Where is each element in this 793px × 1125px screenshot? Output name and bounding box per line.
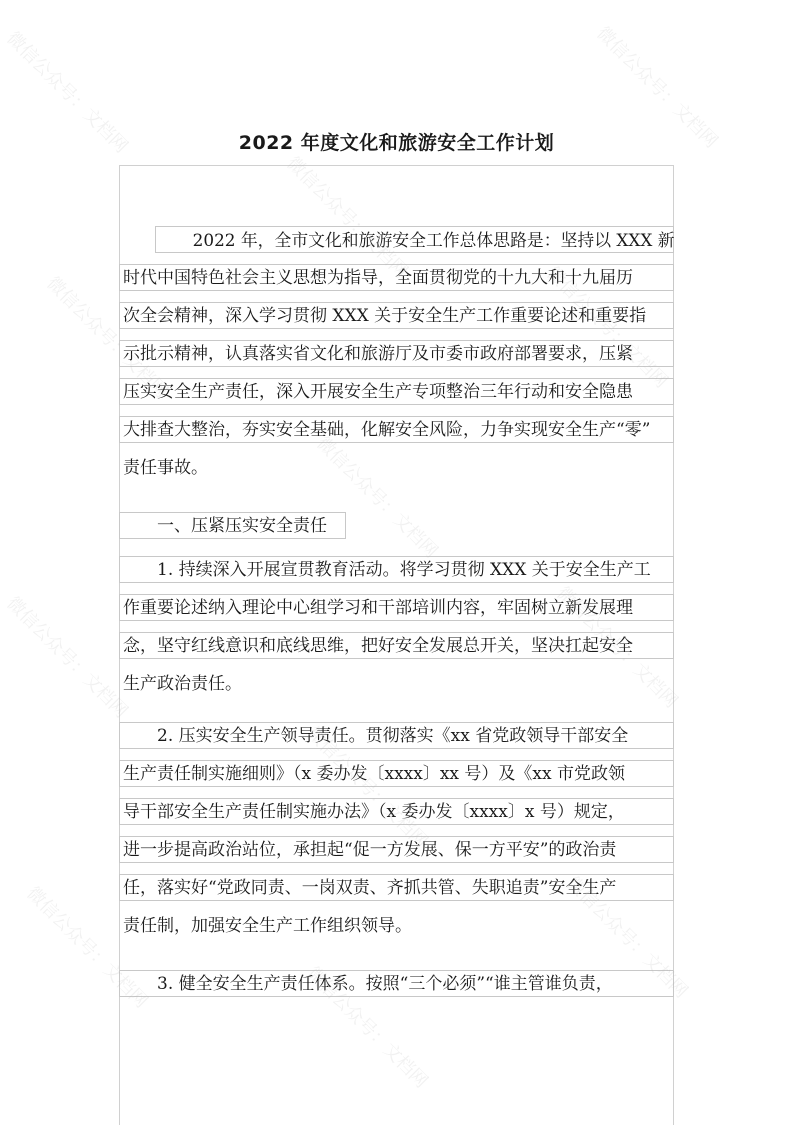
watermark: 微信公众号：文档网 bbox=[2, 27, 132, 158]
section-heading: 一、压紧压实安全责任 bbox=[119, 512, 346, 539]
watermark: 微信公众号：文档网 bbox=[562, 872, 692, 1003]
body-line: 3. 健全安全生产责任体系。按照“三个必须”“谁主管谁负责， bbox=[119, 970, 674, 997]
document-title: 2022 年度文化和旅游安全工作计划 bbox=[238, 132, 555, 154]
body-line: 作重要论述纳入理论中心组学习和干部培训内容，牢固树立新发展理 bbox=[119, 594, 674, 621]
body-line: 大排查大整治，夯实安全基础，化解安全风险，力争实现安全生产“零” bbox=[119, 416, 674, 443]
body-line: 念，坚守红线意识和底线思维，把好安全发展总开关，坚决扛起安全 bbox=[119, 632, 674, 659]
watermark: 微信公众号：文档网 bbox=[2, 592, 132, 723]
body-line: 责任制，加强安全生产工作组织领导。 bbox=[123, 916, 412, 936]
watermark: 微信公众号：文档网 bbox=[282, 152, 412, 283]
watermark: 微信公众号：文档网 bbox=[592, 22, 722, 153]
body-line: 次全会精神，深入学习贯彻 XXX 关于安全生产工作重要论述和重要指 bbox=[119, 302, 674, 329]
body-line: 时代中国特色社会主义思想为指导，全面贯彻党的十九大和十九届历 bbox=[119, 264, 674, 291]
body-line: 任，落实好“党政同责、一岗双责、齐抓共管、失职追责”安全生产 bbox=[119, 874, 674, 901]
body-line: 压实安全生产责任，深入开展安全生产专项整治三年行动和安全隐患 bbox=[119, 378, 674, 405]
body-line: 进一步提高政治站位，承担起“促一方发展、保一方平安”的政治责 bbox=[119, 836, 674, 863]
body-line: 示批示精神，认真落实省文化和旅游厅及市委市政府部署要求，压紧 bbox=[119, 340, 674, 367]
watermark: 微信公众号：文档网 bbox=[312, 432, 442, 563]
body-line: 1. 持续深入开展宣贯教育活动。将学习贯彻 XXX 关于安全生产工 bbox=[119, 556, 674, 583]
body-line: 生产责任制实施细则》（x 委办发〔xxxx〕xx 号）及《xx 市党政领 bbox=[119, 760, 674, 787]
watermark: 微信公众号：文档网 bbox=[42, 272, 172, 403]
body-line: 导干部安全生产责任制实施办法》（x 委办发〔xxxx〕x 号）规定， bbox=[119, 798, 674, 825]
watermark: 微信公众号：文档网 bbox=[302, 962, 432, 1093]
watermark: 微信公众号：文档网 bbox=[22, 882, 152, 1013]
body-line: 责任事故。 bbox=[123, 458, 208, 478]
body-line: 生产政治责任。 bbox=[123, 674, 242, 694]
body-line: 2022 年，全市文化和旅游安全工作总体思路是：坚持以 XXX 新 bbox=[155, 226, 674, 253]
body-line: 2. 压实安全生产领导责任。贯彻落实《xx 省党政领导干部安全 bbox=[119, 722, 674, 749]
watermark: 微信公众号：文档网 bbox=[552, 582, 682, 713]
watermark: 微信公众号：文档网 bbox=[542, 262, 672, 393]
watermark: 微信公众号：文档网 bbox=[302, 722, 432, 853]
